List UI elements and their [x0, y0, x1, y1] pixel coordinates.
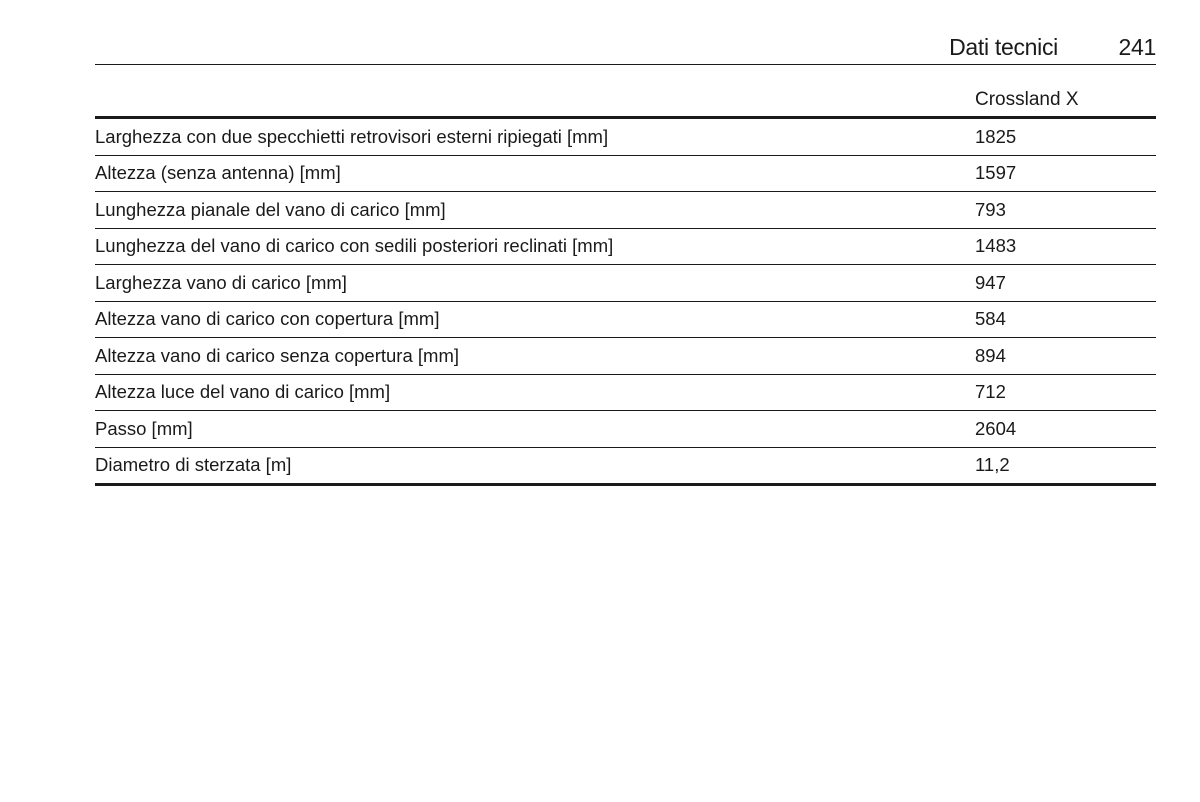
table-row — [95, 265, 1156, 302]
row-label: Altezza (senza antenna) [mm] — [95, 155, 975, 192]
column-header-label — [95, 84, 975, 118]
row-value: 1825 — [975, 118, 1156, 156]
table-row — [95, 338, 1156, 375]
section-title: Dati tecnici — [949, 34, 1058, 60]
row-value: 2604 — [975, 411, 1156, 448]
table-row — [95, 447, 1156, 485]
table-row — [95, 301, 1156, 338]
row-label: Passo [mm] — [95, 411, 975, 448]
row-label: Altezza vano di carico senza copertura [mm] — [95, 338, 975, 375]
table-row — [95, 192, 1156, 229]
table-row — [95, 155, 1156, 192]
row-value: 584 — [975, 301, 1156, 338]
row-label: Altezza vano di carico con copertura [mm] — [95, 301, 975, 338]
spec-table — [95, 84, 1156, 486]
row-value: 1483 — [975, 228, 1156, 265]
table-header-row — [95, 84, 1156, 118]
table-row — [95, 228, 1156, 265]
row-label: Diametro di sterzata [m] — [95, 447, 975, 485]
table-row — [95, 374, 1156, 411]
row-value: 793 — [975, 192, 1156, 229]
row-value: 947 — [975, 265, 1156, 302]
row-value: 894 — [975, 338, 1156, 375]
row-label: Larghezza con due specchietti retrovisori esterni ripiegati [mm] — [95, 118, 975, 156]
row-label: Lunghezza del vano di carico con sedili posteriori reclinati [mm] — [95, 228, 975, 265]
column-header-model: Crossland X — [975, 84, 1156, 118]
page-header — [95, 32, 1156, 65]
table-row — [95, 118, 1156, 156]
table-row — [95, 411, 1156, 448]
row-label: Altezza luce del vano di carico [mm] — [95, 374, 975, 411]
row-label: Lunghezza pianale del vano di carico [mm] — [95, 192, 975, 229]
row-value: 1597 — [975, 155, 1156, 192]
row-value: 712 — [975, 374, 1156, 411]
row-value: 11,2 — [975, 447, 1156, 485]
row-label: Larghezza vano di carico [mm] — [95, 265, 975, 302]
page-number: 241 — [1118, 34, 1156, 60]
